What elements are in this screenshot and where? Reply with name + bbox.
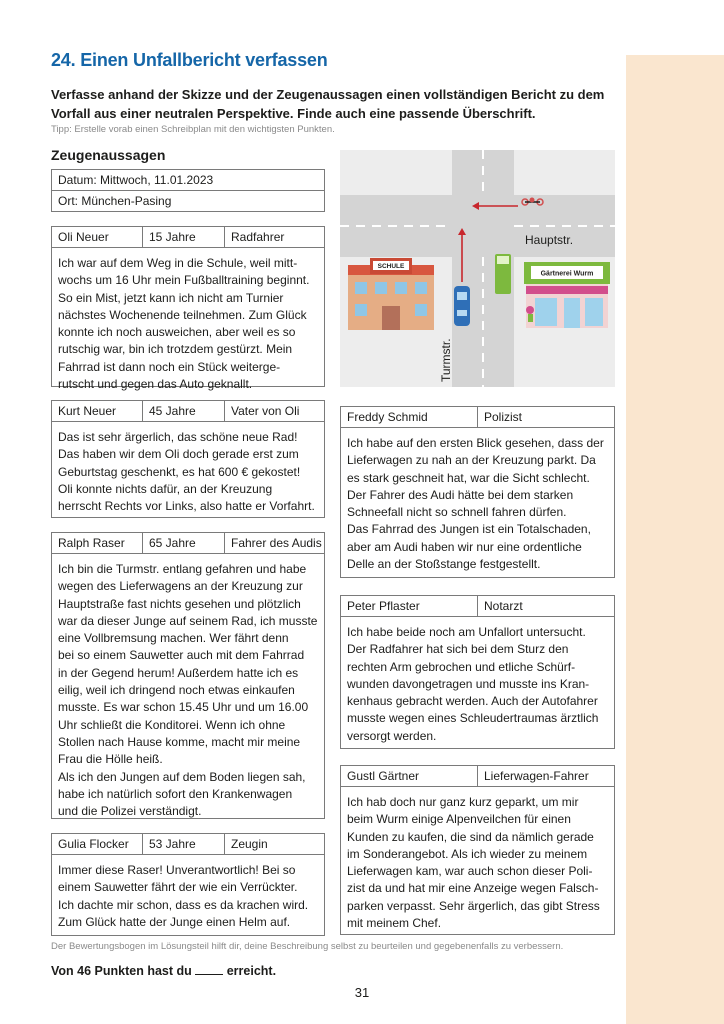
- score-blank[interactable]: [195, 962, 223, 975]
- witness-name: Peter Pflaster: [347, 599, 420, 613]
- statement-freddy: [340, 406, 615, 578]
- statement-header: [341, 596, 614, 617]
- page-title: 24. Einen Unfallbericht verfassen: [51, 50, 328, 70]
- witness-name: Ralph Raser: [58, 536, 125, 550]
- witness-name: Oli Neuer: [58, 230, 109, 244]
- witness-role: Radfahrer: [224, 227, 324, 247]
- accident-sketch: [340, 150, 615, 387]
- task-instruction: Verfasse anhand der Skizze und der Zeugenaussagen einen vollständigen Bericht zu dem Vorfall aus einer neutralen Perspektive. Finde auch eine passende Überschrift.: [51, 87, 605, 121]
- side-street-label: Turmstr.: [439, 338, 453, 382]
- statement-kurt: [51, 400, 325, 518]
- date-place-box: [51, 169, 325, 212]
- garden-shop-building: [524, 262, 610, 328]
- page-number: 31: [354, 985, 370, 1000]
- statement-text: Das ist sehr ärgerlich, das schöne neue Rad! Das haben wir dem Oli doch gerade erst zum Geburtstag geschenkt, es hat 600 € gekostet! Oli konnte nichts dafür, an der Kreuzung herrscht Rechts vor Links, also hatte er Vorfahrt.: [58, 430, 315, 514]
- witness-name: Gustl Gärtner: [347, 769, 420, 783]
- statement-ralph: [51, 532, 325, 819]
- witness-name: Freddy Schmid: [347, 410, 428, 424]
- score-text-before: Von 46 Punkten hast du: [51, 964, 192, 978]
- statement-header: [52, 227, 324, 248]
- witness-age: 53 Jahre: [142, 834, 224, 854]
- statement-text: Ich bin die Turmstr. entlang gefahren und habe wegen des Lieferwagens an der Kreuzung zur Hauptstraße fast nichts gesehen und plötzlich war da dieser Junge auf seinem Rad, ich musste eine Vollbremsung machen. Wer fährt denn bei so einem Sauwetter auch mit dem Fahrrad in der Gegend herum! Außerdem hatte ich es eilig, weil ich dringend noch etwas einkaufen musste. Es war schon 15.45 Uhr und um 16.00 Uhr schließt die Konditorei. Wenn ich ohne Stollen nach Hause komme, macht mir meine Frau die Hölle heiß. Als ich den Jungen auf dem Boden liegen sah, habe ich natürlich sofort den Krankenwagen und die Polizei verständigt.: [58, 562, 318, 819]
- statement-header: [52, 834, 324, 855]
- main-street-label: Hauptstr.: [525, 233, 574, 247]
- statement-text: Ich habe auf den ersten Blick gesehen, dass der Lieferwagen zu nah an der Kreuzung parkt. Da es stark geschneit hat, war die Sicht schlecht. Der Fahrer des Audi hätte bei dem starken Schneefall nicht so schnell fahren dürfen. Das Fahrrad des Jungen ist ein Totalschaden, aber am Audi haben wir nur eine ordentliche Delle an der Stoßstange festgestellt.: [347, 436, 604, 572]
- statement-gustl: [340, 765, 615, 935]
- score-text-after: erreicht.: [226, 964, 277, 978]
- statement-oli: [51, 226, 325, 392]
- witness-age: 15 Jahre: [142, 227, 224, 247]
- shop-sign: Gärtnerei Wurm: [540, 270, 594, 278]
- witness-role: Notarzt: [477, 596, 614, 616]
- tip-text: Tipp: Erstelle vorab einen Schreibplan mit den wichtigsten Punkten.: [51, 124, 335, 135]
- statement-header: [52, 401, 324, 422]
- footnote: Der Bewertungsbogen im Lösungsteil hilft dir, deine Beschreibung selbst zu beurteilen und gegebenenfalls zu verbessern.: [51, 941, 564, 952]
- school-sign: SCHULE: [377, 263, 405, 270]
- audi-car: [454, 286, 470, 326]
- witness-role: Lieferwagen-Fahrer: [477, 766, 614, 786]
- delivery-van: [495, 254, 511, 294]
- statement-text: Ich hab doch nur ganz kurz geparkt, um mir beim Wurm einige Alpenveilchen für einen Kunden zu kaufen, die sind da nämlich gerade im Sonderangebot. Als ich wieder zu meinem Lieferwagen kam, war auch schon dieser Poli- zist da und hat mir eine Anzeige wegen Falsch- parken verpasst. Sehr ärgerlich, das gibt Stress mit meinem Chef.: [347, 795, 600, 931]
- witness-name: Gulia Flocker: [58, 837, 129, 851]
- side-margin-strip: [626, 55, 724, 1024]
- date-row: Datum: Mittwoch, 11.01.2023: [58, 173, 214, 187]
- witness-age: 65 Jahre: [142, 533, 224, 553]
- witness-age: 45 Jahre: [142, 401, 224, 421]
- statement-header: [52, 533, 324, 554]
- statement-header: [341, 766, 614, 787]
- school-building: [348, 258, 434, 330]
- witness-name: Kurt Neuer: [58, 404, 117, 418]
- statement-gulia: [51, 833, 325, 936]
- place-row: Ort: München-Pasing: [52, 190, 324, 211]
- witness-role: Vater von Oli: [224, 401, 324, 421]
- statement-text: Ich habe beide noch am Unfallort untersucht. Der Radfahrer hat sich bei dem Sturz den rechten Arm gebrochen und etliche Schürf- wunden davongetragen und musste ins Kran- kenhaus gebracht werden. Auch der Autofahrer musste wegen eines Schleudertraumas ärztlich versorgt werden.: [347, 625, 599, 743]
- section-title: Zeugenaussagen: [51, 147, 166, 163]
- witness-role: Zeugin: [224, 834, 324, 854]
- statement-header: [341, 407, 614, 428]
- witness-role: Fahrer des Audis: [224, 533, 324, 553]
- statement-peter: [340, 595, 615, 749]
- score-line: [51, 962, 276, 978]
- statement-text: Ich war auf dem Weg in die Schule, weil mitt- wochs um 16 Uhr mein Fußballtraining beginnt. So ein Mist, jetzt kann ich nicht am Turnier nächstes Wochenende teilnehmen. Zum Glück konnte ich noch ausweichen, aber weil es so rutschig war, bin ich trotzdem gestürzt. Mein Fahrrad ist dann noch ein Stück weiterge- rutscht und gegen das Auto geknallt.: [58, 256, 310, 392]
- statement-text: Immer diese Raser! Unverantwortlich! Bei so einem Sauwetter fährt der wie ein Verrückter. Ich dachte mir schon, dass es da krachen wird. Zum Glück hatte der Junge einen Helm auf.: [58, 863, 309, 929]
- witness-role: Polizist: [477, 407, 614, 427]
